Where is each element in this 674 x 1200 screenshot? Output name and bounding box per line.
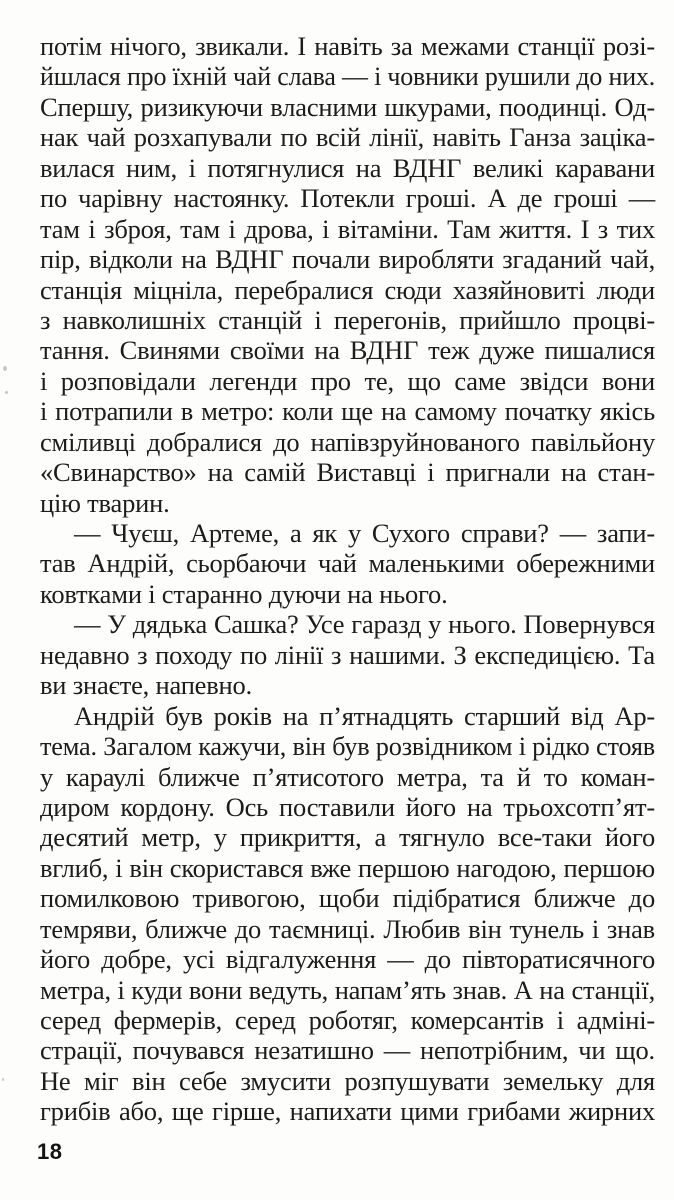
- text-line-content: тав Андрій, сьорбаючи чай маленькими обережними: [40, 548, 655, 579]
- text-line: [40, 944, 655, 974]
- text-line-content: сміливці добралися до напівзруйнованого павільйону: [40, 426, 655, 457]
- text-line: [40, 822, 655, 852]
- page-text-block: [40, 31, 655, 1127]
- text-line-content: вилася ним, і потягнулися на ВДНГ великі каравани: [40, 152, 655, 183]
- text-line: [40, 427, 655, 457]
- text-line-content: метра, і куди вони ведуть, напам’ять знав. А на станції,: [40, 974, 655, 1005]
- page-number: 18: [37, 1139, 63, 1164]
- text-line-content: потім нічого, звикали. І навіть за межами станції розі-: [40, 31, 655, 61]
- scan-artifact: [5, 391, 8, 394]
- text-line: [40, 609, 655, 639]
- text-line: [40, 1096, 655, 1126]
- text-line: [40, 31, 655, 61]
- text-line-content: йшлася про їхній чай слава — і човники рушили до них.: [40, 61, 655, 92]
- text-line: [40, 183, 655, 213]
- text-line-content: цію тварин.: [40, 487, 170, 518]
- text-line: [40, 792, 655, 822]
- text-line-content: тема. Загалом кажучи, він був розвідником і рідко стояв: [40, 731, 655, 762]
- text-line: [40, 914, 655, 944]
- text-line-content: — Чуєш, Артеме, а як у Сухого справи? — запи-: [74, 518, 655, 548]
- text-line-content: Андрій був років на п’ятнадцять старший від Ар-: [74, 700, 655, 731]
- text-line-content: «Свинарство» на самій Виставці і пригнали на стан-: [40, 457, 655, 488]
- text-line-content: Не міг він себе змусити розпушувати земельку для: [40, 1065, 655, 1096]
- text-line-content: вглиб, і він скористався вже першою нагодою, першою: [40, 852, 655, 883]
- text-line-content: помилковою тривогою, щоби підібратися ближче до: [40, 883, 655, 914]
- text-line-content: недавно з походу по лінії з нашими. З експедицією. Та: [40, 639, 655, 670]
- text-line-content: тання. Свинями своїми на ВДНГ теж дуже пишалися: [40, 335, 655, 366]
- text-line-content: ви знаєте, напевно.: [40, 670, 253, 701]
- text-line: [40, 396, 655, 426]
- text-line: [40, 244, 655, 274]
- text-line: [40, 1005, 655, 1035]
- text-line-content: нак чай розхапували по всій лінії, навіть Ганза заціка-: [40, 122, 655, 153]
- text-line: [40, 762, 655, 792]
- text-line-content: страції, почувався незатишно — непотрібним, чи що.: [40, 1035, 655, 1066]
- text-line: [40, 518, 655, 548]
- text-line: [40, 335, 655, 365]
- text-line-content: і розповідали легенди про те, що саме звідси вони: [40, 365, 655, 396]
- text-line-content: з навколишніх станцій і перегонів, прийшло процві-: [40, 304, 655, 335]
- text-line: [40, 579, 655, 609]
- text-line: [40, 275, 655, 305]
- text-line: [40, 61, 655, 91]
- text-line: [40, 731, 655, 761]
- text-line-content: серед фермерів, серед роботяг, комерсантів і адміні-: [40, 1005, 655, 1035]
- text-line-content: — У дядька Сашка? Усе гаразд у нього. Повернувся: [74, 609, 655, 640]
- text-line-content: у караулі ближче п’ятисотого метра, та й то коман-: [40, 761, 655, 792]
- text-line: [40, 1066, 655, 1096]
- text-line: [40, 975, 655, 1005]
- text-line-content: і потрапили в метро: коли ще на самому початку якісь: [40, 396, 655, 427]
- text-line: [40, 853, 655, 883]
- text-line: [40, 701, 655, 731]
- text-line-content: станція міцніла, перебралися сюди хазяйновиті люди: [40, 274, 655, 305]
- scan-artifact: [2, 1078, 4, 1081]
- text-line: [40, 214, 655, 244]
- text-line-content: темряви, ближче до таємниці. Любив він тунель і знав: [40, 913, 655, 944]
- text-line: [40, 883, 655, 913]
- text-line: [40, 548, 655, 578]
- text-line-content: по чарівну настоянку. Потекли гроші. А де гроші —: [40, 183, 655, 214]
- text-line: [40, 640, 655, 670]
- text-line-content: десятий метр, у прикриття, а тягнуло все-таки його: [40, 822, 655, 853]
- text-line: [40, 122, 655, 152]
- text-line-content: диром кордону. Ось поставили його на трьохсотп’ят-: [40, 791, 655, 822]
- text-line: [40, 153, 655, 183]
- text-line: [40, 305, 655, 335]
- text-line: [40, 488, 655, 518]
- text-line-content: грибів або, ще гірше, напихати цими грибами жирних: [40, 1096, 655, 1127]
- text-line-content: там і зброя, там і дрова, і вітаміни. Там життя. І з тих: [40, 213, 655, 244]
- text-line-content: пір, відколи на ВДНГ почали виробляти згаданий чай,: [40, 244, 655, 275]
- scan-artifact: [3, 366, 7, 371]
- text-line: [40, 1035, 655, 1065]
- text-line: [40, 92, 655, 122]
- text-line-content: ковтками і старанно дуючи на нього.: [40, 578, 448, 609]
- text-line: [40, 366, 655, 396]
- text-line: [40, 670, 655, 700]
- text-line: [40, 457, 655, 487]
- text-line-content: його добре, усі відгалуження — до півторатисячного: [40, 944, 655, 975]
- text-line-content: Спершу, ризикуючи власними шкурами, поодинці. Од-: [40, 91, 655, 122]
